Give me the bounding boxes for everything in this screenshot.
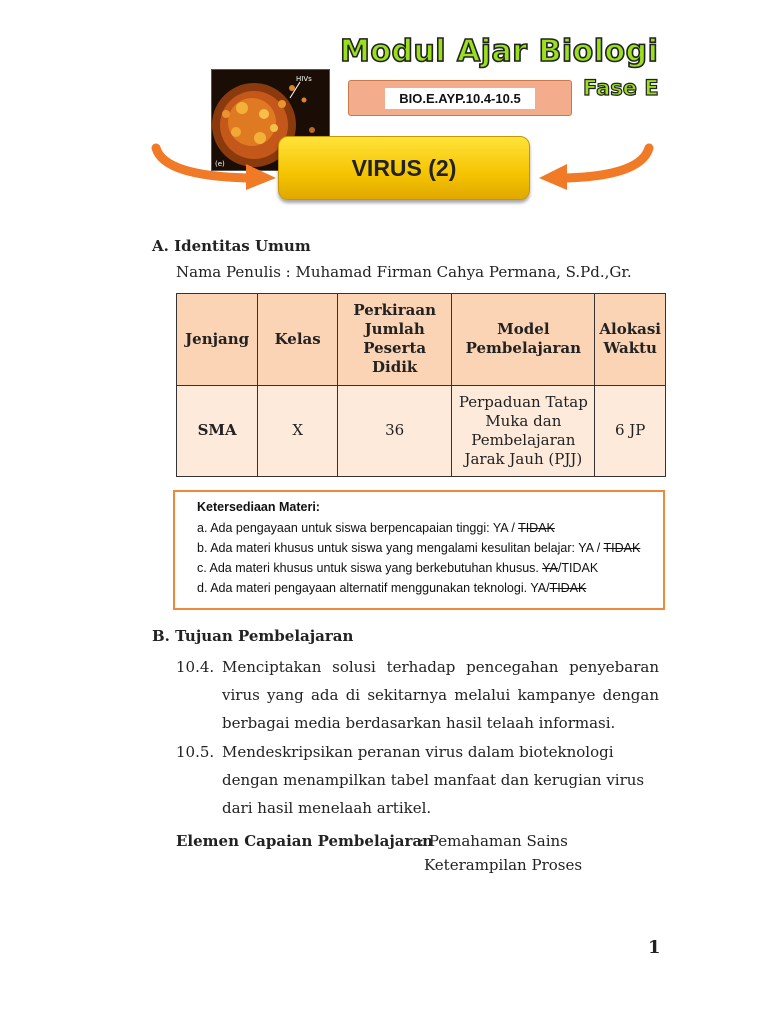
elemen-label: Elemen Capaian Pembelajaran [176, 832, 434, 850]
materi-item-struck: TIDAK [603, 541, 641, 555]
materi-item [197, 578, 663, 598]
objective-text: Menciptakan solusi terhadap pencegahan penyebaran virus yang ada di sekitarnya melalui kampanye dengan berbagai media berdasarkan hasil telaah informasi. [222, 658, 659, 732]
table-header-row [177, 294, 666, 386]
materi-item-text: c. Ada materi khusus untuk siswa yang berkebutuhan khusus. [197, 561, 543, 575]
header-alokasi: Alokasi Waktu [595, 294, 666, 386]
topic-title-box: VIRUS (2) [278, 136, 530, 200]
table-row [177, 385, 666, 477]
objective-number: 10.4. [176, 658, 215, 676]
identity-table [176, 293, 666, 477]
objective-number: 10.5. [176, 743, 215, 761]
materi-item-text: a. Ada pengayaan untuk siswa berpencapaian tinggi: YA / [197, 521, 519, 535]
author-line: Nama Penulis : Muhamad Firman Cahya Permana, S.Pd.,Gr. [176, 263, 632, 281]
materi-title: Ketersediaan Materi: [197, 500, 320, 514]
image-label-hiv: HIVs [296, 75, 312, 83]
header-peserta: Perkiraan Jumlah Peserta Didik [338, 294, 452, 386]
materi-item-struck: YA [542, 561, 558, 575]
elemen-value: Keterampilan Proses [424, 856, 583, 874]
materi-item [197, 558, 663, 578]
materi-item-text: d. Ada materi pengayaan alternatif menggunakan teknologi. YA/ [197, 581, 550, 595]
curved-arrow-left-icon [535, 140, 655, 196]
materi-item-suffix: /TIDAK [557, 561, 599, 575]
cell-peserta: 36 [338, 385, 452, 477]
materi-availability-box [173, 490, 665, 610]
materi-item-text: b. Ada materi khusus untuk siswa yang mengalami kesulitan belajar: YA / [197, 541, 604, 555]
header-kelas: Kelas [258, 294, 338, 386]
materi-item [197, 518, 663, 538]
materi-item-struck: TIDAK [549, 581, 587, 595]
cell-model: Perpaduan Tatap Muka dan Pembelajaran Jarak Jauh (PJJ) [452, 385, 595, 477]
materi-item-struck: TIDAK [518, 521, 555, 535]
header-model: Model Pembelajaran [452, 294, 595, 386]
section-a-heading: A. Identitas Umum [152, 237, 311, 255]
page-number: 1 [648, 937, 661, 958]
module-code: BIO.E.AYP.10.4-10.5 [385, 88, 534, 109]
module-code-box [348, 80, 572, 116]
header-jenjang: Jenjang [177, 294, 258, 386]
materi-item [197, 538, 663, 558]
objective-text: Mendeskripsikan peranan virus dalam bioteknologi dengan menampilkan tabel manfaat dan kerugian virus dari hasil menelaah artikel. [222, 743, 645, 817]
image-label-e: (e) [215, 160, 225, 168]
module-title: Modul Ajar Biologi [340, 34, 659, 69]
fase-label: Fase E [583, 76, 659, 100]
cell-alokasi: 6 JP [595, 385, 666, 477]
curved-arrow-right-icon [150, 140, 280, 196]
cell-jenjang: SMA [177, 385, 258, 477]
learning-objective [176, 653, 659, 739]
learning-objective [176, 738, 659, 824]
elemen-value: : Pemahaman Sains [419, 832, 568, 850]
cell-kelas: X [258, 385, 338, 477]
section-b-heading: B. Tujuan Pembelajaran [152, 627, 354, 645]
